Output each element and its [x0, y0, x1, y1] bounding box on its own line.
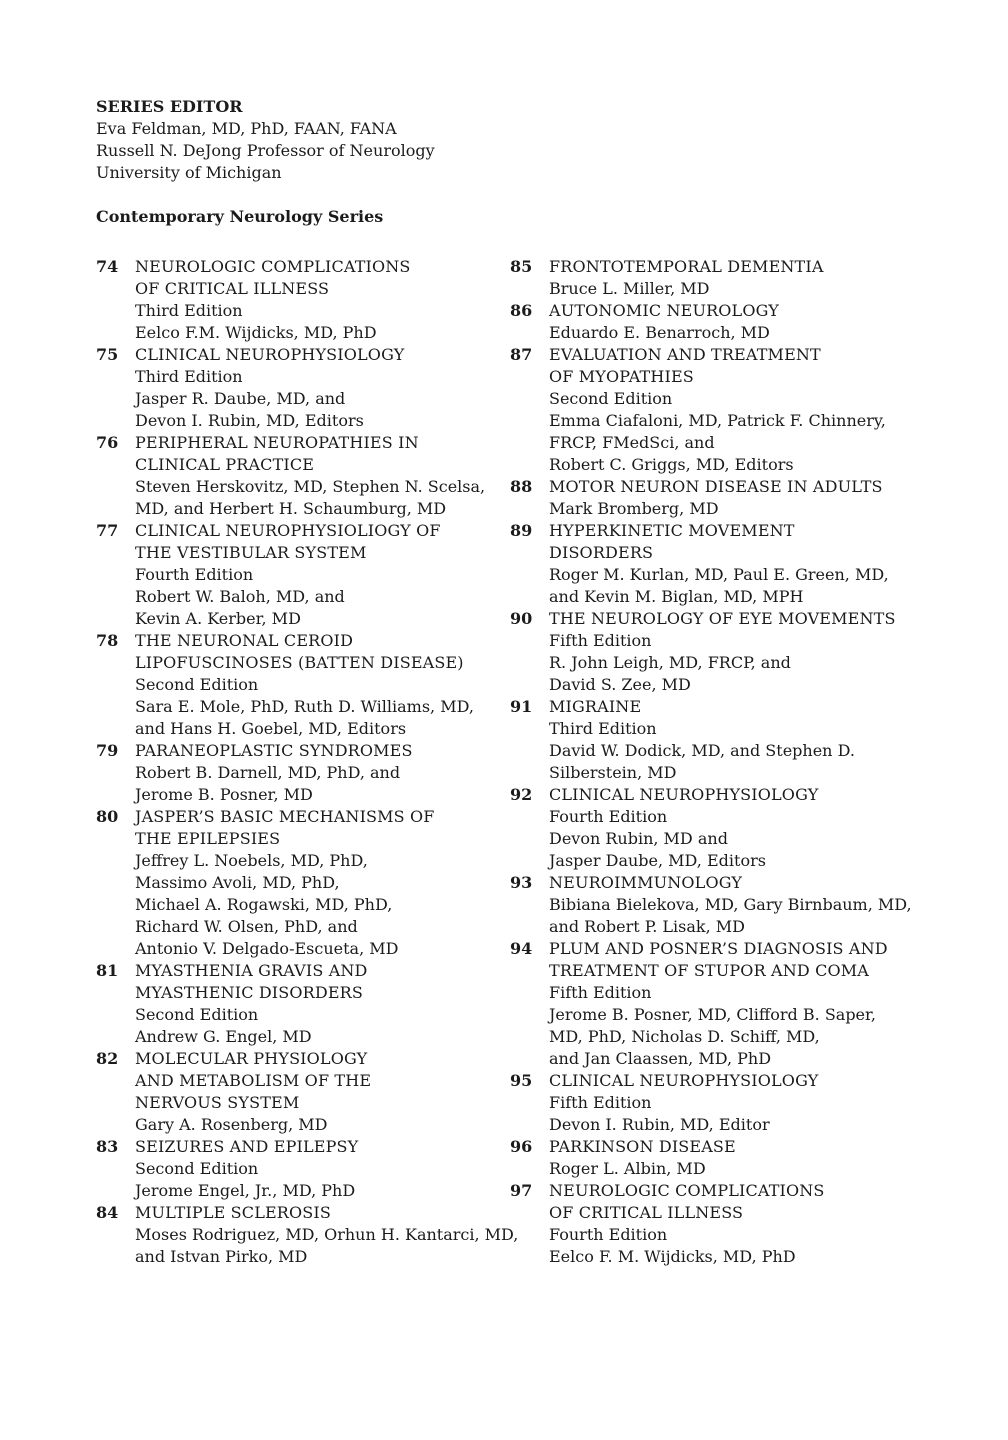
- entry-title-line: HYPERKINETIC MOVEMENT: [549, 521, 795, 540]
- entry-detail-line: Robert W. Baloh, MD, and: [135, 587, 345, 606]
- entry-detail-line: Fifth Edition: [549, 983, 652, 1002]
- entry-detail-line: R. John Leigh, MD, FRCP, and: [549, 653, 791, 672]
- entry-detail-line: Eduardo E. Benarroch, MD: [549, 323, 770, 342]
- entry-number: 84: [96, 1203, 119, 1222]
- entry-title-line: NEUROLOGIC COMPLICATIONS: [549, 1181, 825, 1200]
- entry-title-line: NEUROIMMUNOLOGY: [549, 873, 743, 892]
- entry-title-line: PARANEOPLASTIC SYNDROMES: [135, 741, 413, 760]
- entry-title-line: MIGRAINE: [549, 697, 642, 716]
- entry-detail-line: Second Edition: [549, 389, 673, 408]
- entry-detail-line: and Jan Claassen, MD, PhD: [549, 1049, 772, 1068]
- entry-detail-line: MD, PhD, Nicholas D. Schiff, MD,: [549, 1027, 820, 1046]
- entry-title-line: OF CRITICAL ILLNESS: [135, 279, 330, 298]
- series-entry: [510, 344, 968, 476]
- series-entry: [510, 696, 968, 784]
- entry-body: [549, 938, 968, 1070]
- entry-detail-line: Fourth Edition: [549, 1225, 668, 1244]
- entry-detail-line: Second Edition: [135, 1005, 259, 1024]
- entry-detail-line: Jeffrey L. Noebels, MD, PhD,: [135, 851, 368, 870]
- entry-number: 87: [510, 345, 533, 364]
- entry-title-line: AND METABOLISM OF THE: [135, 1071, 372, 1090]
- entry-number: 83: [96, 1137, 119, 1156]
- series-list-left-column: [96, 256, 519, 1268]
- entry-title-line: DISORDERS: [549, 543, 654, 562]
- entry-body: [135, 432, 510, 520]
- entry-detail-line: Eelco F.M. Wijdicks, MD, PhD: [135, 323, 377, 342]
- entry-detail-line: Roger L. Albin, MD: [549, 1159, 706, 1178]
- entry-number: 78: [96, 631, 119, 650]
- entry-title-line: EVALUATION AND TREATMENT: [549, 345, 821, 364]
- entry-title-line: THE NEUROLOGY OF EYE MOVEMENTS: [549, 609, 896, 628]
- series-entry: [510, 256, 968, 300]
- entry-title-line: THE NEURONAL CEROID: [135, 631, 354, 650]
- series-entry: [96, 740, 510, 806]
- series-entry: [96, 256, 510, 344]
- entry-detail-line: Emma Ciafaloni, MD, Patrick F. Chinnery,: [549, 411, 886, 430]
- entry-title-line: MYASTHENIA GRAVIS AND: [135, 961, 368, 980]
- entry-detail-line: Antonio V. Delgado-Escueta, MD: [135, 939, 399, 958]
- entry-title-line: SEIZURES AND EPILEPSY: [135, 1137, 359, 1156]
- entry-title-line: JASPER’S BASIC MECHANISMS OF: [135, 807, 435, 826]
- entry-body: [135, 256, 510, 344]
- entry-number: 95: [510, 1071, 533, 1090]
- entry-body: [549, 696, 968, 784]
- entry-number: 75: [96, 345, 119, 364]
- entry-detail-line: Third Edition: [135, 301, 243, 320]
- series-entry: [510, 300, 968, 344]
- entry-body: [135, 344, 510, 432]
- entry-body: [549, 256, 968, 300]
- series-editor-heading: SERIES EDITOR: [96, 97, 243, 116]
- entry-detail-line: Devon I. Rubin, MD, Editors: [135, 411, 364, 430]
- entry-title-line: MULTIPLE SCLEROSIS: [135, 1203, 331, 1222]
- entry-number: 77: [96, 521, 119, 540]
- entry-detail-line: Jerome Engel, Jr., MD, PhD: [135, 1181, 356, 1200]
- entry-title-line: CLINICAL NEUROPHYSIOLOGY: [549, 1071, 819, 1090]
- series-list-right-column: [510, 256, 968, 1268]
- entry-detail-line: MD, and Herbert H. Schaumburg, MD: [135, 499, 447, 518]
- entry-detail-line: David W. Dodick, MD, and Stephen D.: [549, 741, 855, 760]
- entry-detail-line: Jasper Daube, MD, Editors: [549, 851, 766, 870]
- entry-detail-line: Fourth Edition: [549, 807, 668, 826]
- entry-body: [135, 806, 510, 960]
- entry-body: [135, 740, 510, 806]
- entry-title-line: FRONTOTEMPORAL DEMENTIA: [549, 257, 824, 276]
- entry-title-line: MOLECULAR PHYSIOLOGY: [135, 1049, 368, 1068]
- series-title-heading: Contemporary Neurology Series: [96, 207, 384, 226]
- series-entry: [96, 520, 510, 630]
- entry-detail-line: Steven Herskovitz, MD, Stephen N. Scelsa,: [135, 477, 486, 496]
- entry-title-line: PLUM AND POSNER’S DIAGNOSIS AND: [549, 939, 888, 958]
- entry-body: [135, 1202, 518, 1268]
- entry-number: 92: [510, 785, 533, 804]
- entry-detail-line: Fifth Edition: [549, 1093, 652, 1112]
- entry-detail-line: Mark Bromberg, MD: [549, 499, 719, 518]
- entry-detail-line: Michael A. Rogawski, MD, PhD,: [135, 895, 393, 914]
- entry-number: 74: [96, 257, 119, 276]
- entry-detail-line: Silberstein, MD: [549, 763, 677, 782]
- entry-detail-line: Robert C. Griggs, MD, Editors: [549, 455, 794, 474]
- entry-detail-line: Fifth Edition: [549, 631, 652, 650]
- entry-title-line: NERVOUS SYSTEM: [135, 1093, 300, 1112]
- entry-number: 94: [510, 939, 533, 958]
- series-editor-block: [96, 96, 435, 184]
- series-entry: [96, 1048, 510, 1136]
- entry-body: [549, 476, 968, 520]
- series-entry: [96, 630, 510, 740]
- entry-title-line: CLINICAL PRACTICE: [135, 455, 315, 474]
- entry-detail-line: Bruce L. Miller, MD: [549, 279, 710, 298]
- editor-title: Russell N. DeJong Professor of Neurology: [96, 141, 435, 160]
- entry-detail-line: Moses Rodriguez, MD, Orhun H. Kantarci, MD,: [135, 1225, 519, 1244]
- entry-title-line: THE VESTIBULAR SYSTEM: [135, 543, 367, 562]
- entry-body: [549, 1136, 968, 1180]
- entry-detail-line: FRCP, FMedSci, and: [549, 433, 715, 452]
- series-entry: [96, 806, 510, 960]
- entry-number: 79: [96, 741, 119, 760]
- entry-detail-line: Eelco F. M. Wijdicks, MD, PhD: [549, 1247, 796, 1266]
- entry-detail-line: Jerome B. Posner, MD: [135, 785, 313, 804]
- entry-number: 93: [510, 873, 533, 892]
- entry-detail-line: Third Edition: [135, 367, 243, 386]
- entry-body: [549, 520, 968, 608]
- entry-detail-line: Jerome B. Posner, MD, Clifford B. Saper,: [549, 1005, 876, 1024]
- entry-number: 89: [510, 521, 533, 540]
- entry-detail-line: Andrew G. Engel, MD: [135, 1027, 312, 1046]
- entry-number: 97: [510, 1181, 533, 1200]
- entry-number: 90: [510, 609, 533, 628]
- entry-detail-line: and Kevin M. Biglan, MD, MPH: [549, 587, 804, 606]
- series-entry: [96, 1136, 510, 1202]
- series-entry: [510, 1070, 968, 1136]
- entry-title-line: NEUROLOGIC COMPLICATIONS: [135, 257, 411, 276]
- entry-number: 88: [510, 477, 533, 496]
- series-entry: [96, 960, 510, 1048]
- editor-affiliation: University of Michigan: [96, 163, 282, 182]
- entry-number: 96: [510, 1137, 533, 1156]
- entry-detail-line: Robert B. Darnell, MD, PhD, and: [135, 763, 401, 782]
- series-entry: [510, 1180, 968, 1268]
- entry-title-line: PARKINSON DISEASE: [549, 1137, 736, 1156]
- entry-body: [549, 1070, 968, 1136]
- entry-title-line: CLINICAL NEUROPHYSIOLOGY: [135, 345, 405, 364]
- entry-title-line: LIPOFUSCINOSES (BATTEN DISEASE): [135, 653, 464, 672]
- series-entry: [510, 938, 968, 1070]
- entry-body: [549, 784, 968, 872]
- entry-number: 91: [510, 697, 533, 716]
- series-entry: [510, 872, 968, 938]
- entry-detail-line: Second Edition: [135, 675, 259, 694]
- series-entry: [96, 1202, 519, 1268]
- series-entry: [510, 1136, 968, 1180]
- entry-title-line: MYASTHENIC DISORDERS: [135, 983, 363, 1002]
- entry-body: [135, 630, 510, 740]
- entry-body: [549, 608, 968, 696]
- entry-detail-line: Richard W. Olsen, PhD, and: [135, 917, 358, 936]
- entry-body: [549, 872, 968, 938]
- series-entry: [510, 784, 968, 872]
- entry-detail-line: and Istvan Pirko, MD: [135, 1247, 308, 1266]
- entry-body: [549, 344, 968, 476]
- entry-title-line: OF CRITICAL ILLNESS: [549, 1203, 744, 1222]
- entry-detail-line: Devon I. Rubin, MD, Editor: [549, 1115, 770, 1134]
- entry-body: [135, 520, 510, 630]
- entry-detail-line: Jasper R. Daube, MD, and: [135, 389, 346, 408]
- entry-number: 82: [96, 1049, 119, 1068]
- entry-title-line: CLINICAL NEUROPHYSIOLOGY: [549, 785, 819, 804]
- entry-title-line: TREATMENT OF STUPOR AND COMA: [549, 961, 869, 980]
- entry-body: [549, 300, 968, 344]
- entry-title-line: AUTONOMIC NEUROLOGY: [549, 301, 779, 320]
- entry-title-line: CLINICAL NEUROPHYSIOLIOGY OF: [135, 521, 441, 540]
- entry-body: [135, 1048, 510, 1136]
- entry-title-line: PERIPHERAL NEUROPATHIES IN: [135, 433, 419, 452]
- entry-title-line: THE EPILEPSIES: [135, 829, 281, 848]
- series-entry: [510, 476, 968, 520]
- series-list: [96, 256, 968, 1268]
- entry-detail-line: and Robert P. Lisak, MD: [549, 917, 745, 936]
- entry-number: 85: [510, 257, 533, 276]
- entry-detail-line: Sara E. Mole, PhD, Ruth D. Williams, MD,: [135, 697, 474, 716]
- editor-name: Eva Feldman, MD, PhD, FAAN, FANA: [96, 119, 397, 138]
- entry-number: 76: [96, 433, 119, 452]
- entry-number: 81: [96, 961, 119, 980]
- series-entry: [96, 432, 510, 520]
- entry-title-line: OF MYOPATHIES: [549, 367, 694, 386]
- entry-detail-line: Third Edition: [549, 719, 657, 738]
- entry-detail-line: Massimo Avoli, MD, PhD,: [135, 873, 340, 892]
- series-entry: [96, 344, 510, 432]
- series-entry: [510, 520, 968, 608]
- entry-detail-line: David S. Zee, MD: [549, 675, 691, 694]
- entry-detail-line: Bibiana Bielekova, MD, Gary Birnbaum, MD,: [549, 895, 912, 914]
- entry-detail-line: Devon Rubin, MD and: [549, 829, 728, 848]
- entry-detail-line: Fourth Edition: [135, 565, 254, 584]
- entry-body: [135, 960, 510, 1048]
- entry-detail-line: Gary A. Rosenberg, MD: [135, 1115, 328, 1134]
- entry-detail-line: and Hans H. Goebel, MD, Editors: [135, 719, 407, 738]
- entry-title-line: MOTOR NEURON DISEASE IN ADULTS: [549, 477, 883, 496]
- entry-number: 80: [96, 807, 119, 826]
- entry-body: [549, 1180, 968, 1268]
- entry-number: 86: [510, 301, 533, 320]
- series-entry: [510, 608, 968, 696]
- entry-body: [135, 1136, 510, 1202]
- entry-detail-line: Kevin A. Kerber, MD: [135, 609, 301, 628]
- entry-detail-line: Roger M. Kurlan, MD, Paul E. Green, MD,: [549, 565, 889, 584]
- entry-detail-line: Second Edition: [135, 1159, 259, 1178]
